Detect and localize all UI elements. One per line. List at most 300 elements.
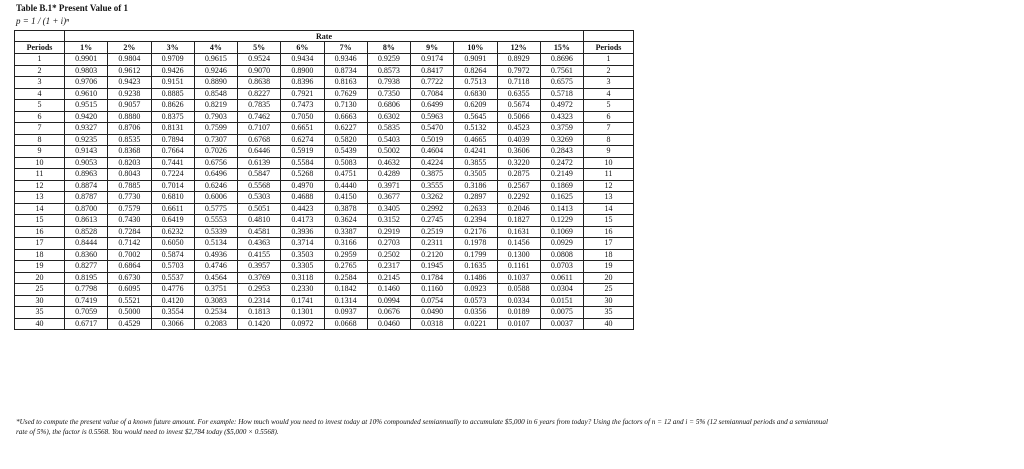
factor-cell: 0.9803 [65,65,108,77]
factor-cell: 0.5847 [238,169,281,181]
factor-cell: 0.0703 [540,261,583,273]
column-header: 2% [108,42,151,54]
factor-cell: 0.9091 [454,54,497,66]
factor-cell: 0.6095 [108,284,151,296]
table-row [15,284,634,296]
factor-cell: 0.6717 [65,318,108,330]
factor-cell: 0.6274 [281,134,324,146]
table-row [15,54,634,66]
period-cell: 11 [15,169,65,181]
factor-cell: 0.7059 [65,307,108,319]
factor-cell: 0.7921 [281,88,324,100]
factor-cell: 0.9259 [367,54,410,66]
factor-cell: 0.1945 [411,261,454,273]
factor-cell: 0.1827 [497,215,540,227]
factor-cell: 0.2046 [497,203,540,215]
factor-cell: 0.0318 [411,318,454,330]
factor-cell: 0.1635 [454,261,497,273]
column-header: 7% [324,42,367,54]
column-header: 8% [367,42,410,54]
factor-cell: 0.6864 [108,261,151,273]
factor-cell: 0.5645 [454,111,497,123]
period-cell: 35 [584,307,634,319]
factor-cell: 0.3166 [324,238,367,250]
factor-cell: 0.2149 [540,169,583,181]
factor-cell: 0.1486 [454,272,497,284]
factor-cell: 0.2953 [238,284,281,296]
factor-cell: 0.5002 [367,146,410,158]
factor-cell: 0.7664 [151,146,194,158]
factor-cell: 0.8613 [65,215,108,227]
period-cell: 13 [15,192,65,204]
period-cell: 14 [15,203,65,215]
factor-cell: 0.5083 [324,157,367,169]
factor-cell: 0.4289 [367,169,410,181]
footnote-line-2: rate of 5%), the factor is 0.5568. You would need to invest $2,784 today ($5,000 × 0.5568). [16,428,279,436]
factor-cell: 0.3751 [194,284,237,296]
factor-cell: 0.5134 [194,238,237,250]
factor-cell: 0.0490 [411,307,454,319]
factor-cell: 0.2567 [497,180,540,192]
factor-cell: 0.0334 [497,295,540,307]
factor-cell: 0.3957 [238,261,281,273]
factor-cell: 0.6209 [454,100,497,112]
factor-cell: 0.4665 [454,134,497,146]
factor-cell: 0.8700 [65,203,108,215]
factor-cell: 0.2330 [281,284,324,296]
factor-cell: 0.4523 [497,123,540,135]
factor-cell: 0.0972 [281,318,324,330]
present-value-table [14,30,634,330]
table-row [15,157,634,169]
factor-cell: 0.0304 [540,284,583,296]
factor-cell: 0.5066 [497,111,540,123]
factor-cell: 0.3186 [454,180,497,192]
factor-cell: 0.7629 [324,88,367,100]
factor-cell: 0.3083 [194,295,237,307]
factor-cell: 0.5537 [151,272,194,284]
table-body [15,54,634,330]
rate-header: Rate [65,31,584,42]
factor-cell: 0.7599 [194,123,237,135]
factor-cell: 0.2502 [367,249,410,261]
factor-cell: 0.2314 [238,295,281,307]
factor-cell: 0.9524 [238,54,281,66]
factor-cell: 0.5000 [108,307,151,319]
factor-cell: 0.1420 [238,318,281,330]
factor-cell: 0.2120 [411,249,454,261]
factor-cell: 0.4581 [238,226,281,238]
factor-cell: 0.9901 [65,54,108,66]
table-title: Table B.1* Present Value of 1 [16,3,129,13]
factor-cell: 0.4688 [281,192,324,204]
factor-cell: 0.7142 [108,238,151,250]
table-row [15,123,634,135]
column-header: 1% [65,42,108,54]
factor-cell: 0.8535 [108,134,151,146]
factor-cell: 0.9434 [281,54,324,66]
column-header: 5% [238,42,281,54]
factor-cell: 0.1160 [411,284,454,296]
factor-cell: 0.3555 [411,180,454,192]
period-cell: 1 [15,54,65,66]
table-row [15,77,634,89]
period-cell: 16 [584,226,634,238]
factor-cell: 0.3971 [367,180,410,192]
factor-cell: 0.9070 [238,65,281,77]
factor-cell: 0.3769 [238,272,281,284]
factor-cell: 0.8375 [151,111,194,123]
factor-cell: 0.4224 [411,157,454,169]
factor-cell: 0.5339 [194,226,237,238]
factor-cell: 0.9426 [151,65,194,77]
factor-cell: 0.3305 [281,261,324,273]
factor-cell: 0.1314 [324,295,367,307]
factor-cell: 0.8195 [65,272,108,284]
factor-cell: 0.8203 [108,157,151,169]
factor-cell: 0.8787 [65,192,108,204]
factor-cell: 0.0929 [540,238,583,250]
factor-cell: 0.0611 [540,272,583,284]
factor-cell: 0.4970 [281,180,324,192]
column-header: 4% [194,42,237,54]
factor-cell: 0.5674 [497,100,540,112]
factor-cell: 0.8696 [540,54,583,66]
period-cell: 10 [584,157,634,169]
factor-cell: 0.5132 [454,123,497,135]
table-formula: p = 1 / (1 + i)ⁿ [16,16,69,26]
factor-cell: 0.6499 [411,100,454,112]
factor-cell: 0.5403 [367,134,410,146]
factor-cell: 0.9420 [65,111,108,123]
factor-cell: 0.1978 [454,238,497,250]
factor-cell: 0.3759 [540,123,583,135]
factor-cell: 0.2703 [367,238,410,250]
table-row [15,295,634,307]
factor-cell: 0.2919 [367,226,410,238]
factor-cell: 0.7350 [367,88,410,100]
factor-cell: 0.5051 [238,203,281,215]
factor-cell: 0.0923 [454,284,497,296]
factor-cell: 0.5584 [281,157,324,169]
factor-cell: 0.4039 [497,134,540,146]
column-header: 9% [411,42,454,54]
factor-cell: 0.8360 [65,249,108,261]
factor-cell: 0.0808 [540,249,583,261]
factor-cell: 0.4632 [367,157,410,169]
factor-cell: 0.2292 [497,192,540,204]
rate-spacer-right [584,31,634,42]
factor-cell: 0.8638 [238,77,281,89]
factor-cell: 0.5775 [194,203,237,215]
factor-cell: 0.1784 [411,272,454,284]
factor-cell: 0.7107 [238,123,281,135]
factor-cell: 0.7224 [151,169,194,181]
period-cell: 9 [584,146,634,158]
factor-cell: 0.3066 [151,318,194,330]
factor-cell: 0.7579 [108,203,151,215]
factor-cell: 0.8929 [497,54,540,66]
factor-cell: 0.4241 [454,146,497,158]
factor-cell: 0.4150 [324,192,367,204]
factor-cell: 0.3262 [411,192,454,204]
factor-cell: 0.0668 [324,318,367,330]
factor-cell: 0.2959 [324,249,367,261]
factor-cell: 0.6496 [194,169,237,181]
factor-cell: 0.8734 [324,65,367,77]
factor-cell: 0.7084 [411,88,454,100]
factor-cell: 0.3118 [281,272,324,284]
period-cell: 25 [584,284,634,296]
factor-cell: 0.4564 [194,272,237,284]
period-cell: 4 [15,88,65,100]
factor-cell: 0.7894 [151,134,194,146]
factor-cell: 0.0676 [367,307,410,319]
factor-cell: 0.3677 [367,192,410,204]
factor-cell: 0.4810 [238,215,281,227]
factor-cell: 0.2765 [324,261,367,273]
table-row [15,134,634,146]
period-cell: 1 [584,54,634,66]
factor-cell: 0.7730 [108,192,151,204]
factor-cell: 0.8900 [281,65,324,77]
factor-cell: 0.4363 [238,238,281,250]
factor-cell: 0.6355 [497,88,540,100]
factor-cell: 0.7722 [411,77,454,89]
factor-cell: 0.1869 [540,180,583,192]
period-cell: 15 [584,215,634,227]
factor-cell: 0.5019 [411,134,454,146]
factor-cell: 0.1813 [238,307,281,319]
factor-cell: 0.5553 [194,215,237,227]
factor-cell: 0.1301 [281,307,324,319]
factor-cell: 0.8131 [151,123,194,135]
factor-cell: 0.3936 [281,226,324,238]
factor-cell: 0.5568 [238,180,281,192]
factor-cell: 0.7307 [194,134,237,146]
factor-cell: 0.4155 [238,249,281,261]
factor-cell: 0.0356 [454,307,497,319]
footnote-line-1: *Used to compute the present value of a known future amount. For example: How much would you need to invest today at 10% compounded semiannually to accumulate $5,000 in 6 years from today? Using the factors of n = 12 and i = 5% (12 semiannual periods and a semiannual [16,418,828,426]
period-cell: 15 [15,215,65,227]
factor-cell: 0.7972 [497,65,540,77]
factor-cell: 0.9246 [194,65,237,77]
factor-cell: 0.0075 [540,307,583,319]
factor-cell: 0.4323 [540,111,583,123]
factor-cell: 0.9327 [65,123,108,135]
factor-cell: 0.0994 [367,295,410,307]
factor-cell: 0.9706 [65,77,108,89]
table-row [15,88,634,100]
factor-cell: 0.6227 [324,123,367,135]
rate-spacer-left [15,31,65,42]
factor-cell: 0.1741 [281,295,324,307]
factor-cell: 0.7903 [194,111,237,123]
column-header: Periods [15,42,65,54]
factor-cell: 0.1460 [367,284,410,296]
factor-cell: 0.4746 [194,261,237,273]
factor-cell: 0.5963 [411,111,454,123]
period-cell: 18 [584,249,634,261]
period-cell: 20 [15,272,65,284]
factor-cell: 0.8368 [108,146,151,158]
period-cell: 11 [584,169,634,181]
table-row [15,261,634,273]
table-row [15,65,634,77]
factor-cell: 0.9057 [108,100,151,112]
factor-cell: 0.9143 [65,146,108,158]
factor-cell: 0.9709 [151,54,194,66]
period-cell: 4 [584,88,634,100]
factor-cell: 0.1300 [497,249,540,261]
factor-cell: 0.1161 [497,261,540,273]
factor-cell: 0.2745 [411,215,454,227]
factor-cell: 0.0573 [454,295,497,307]
table-row [15,169,634,181]
factor-cell: 0.5521 [108,295,151,307]
period-cell: 17 [584,238,634,250]
factor-cell: 0.1799 [454,249,497,261]
factor-cell: 0.8396 [281,77,324,89]
factor-cell: 0.8885 [151,88,194,100]
factor-cell: 0.9053 [65,157,108,169]
factor-cell: 0.6139 [238,157,281,169]
factor-cell: 0.6446 [238,146,281,158]
factor-cell: 0.5439 [324,146,367,158]
factor-cell: 0.6302 [367,111,410,123]
factor-cell: 0.3875 [411,169,454,181]
table-row [15,203,634,215]
factor-cell: 0.5835 [367,123,410,135]
factor-cell: 0.5703 [151,261,194,273]
factor-cell: 0.9151 [151,77,194,89]
factor-cell: 0.7938 [367,77,410,89]
period-cell: 5 [584,100,634,112]
factor-cell: 0.9610 [65,88,108,100]
factor-cell: 0.2992 [411,203,454,215]
period-cell: 40 [15,318,65,330]
factor-cell: 0.3624 [324,215,367,227]
period-cell: 19 [15,261,65,273]
factor-cell: 0.8219 [194,100,237,112]
table-row [15,238,634,250]
factor-cell: 0.9804 [108,54,151,66]
period-cell: 12 [15,180,65,192]
factor-cell: 0.2083 [194,318,237,330]
column-header: 10% [454,42,497,54]
table-row [15,272,634,284]
factor-cell: 0.7002 [108,249,151,261]
period-cell: 5 [15,100,65,112]
period-cell: 6 [584,111,634,123]
factor-cell: 0.4529 [108,318,151,330]
factor-cell: 0.4936 [194,249,237,261]
period-cell: 8 [584,134,634,146]
period-cell: 13 [584,192,634,204]
period-cell: 3 [584,77,634,89]
factor-cell: 0.2584 [324,272,367,284]
factor-cell: 0.7430 [108,215,151,227]
table-row [15,111,634,123]
factor-cell: 0.9423 [108,77,151,89]
factor-cell: 0.6810 [151,192,194,204]
factor-cell: 0.0588 [497,284,540,296]
factor-cell: 0.4604 [411,146,454,158]
period-cell: 20 [584,272,634,284]
factor-cell: 0.9612 [108,65,151,77]
period-cell: 17 [15,238,65,250]
factor-cell: 0.1631 [497,226,540,238]
factor-cell: 0.7284 [108,226,151,238]
factor-cell: 0.2875 [497,169,540,181]
factor-cell: 0.2897 [454,192,497,204]
factor-cell: 0.9174 [411,54,454,66]
table-row [15,146,634,158]
period-cell: 3 [15,77,65,89]
factor-cell: 0.8444 [65,238,108,250]
factor-cell: 0.3152 [367,215,410,227]
factor-cell: 0.1413 [540,203,583,215]
factor-cell: 0.9238 [108,88,151,100]
factor-cell: 0.4751 [324,169,367,181]
factor-cell: 0.4423 [281,203,324,215]
period-cell: 2 [584,65,634,77]
factor-cell: 0.3220 [497,157,540,169]
factor-cell: 0.7419 [65,295,108,307]
factor-cell: 0.6730 [108,272,151,284]
factor-cell: 0.5820 [324,134,367,146]
factor-cell: 0.3503 [281,249,324,261]
factor-cell: 0.4440 [324,180,367,192]
factor-cell: 0.3405 [367,203,410,215]
period-cell: 7 [584,123,634,135]
factor-cell: 0.7473 [281,100,324,112]
factor-cell: 0.1069 [540,226,583,238]
column-header: 12% [497,42,540,54]
period-cell: 30 [584,295,634,307]
period-cell: 18 [15,249,65,261]
table-row [15,226,634,238]
factor-cell: 0.3714 [281,238,324,250]
factor-cell: 0.8890 [194,77,237,89]
factor-cell: 0.2843 [540,146,583,158]
table-row [15,249,634,261]
factor-cell: 0.8573 [367,65,410,77]
table-row [15,100,634,112]
period-cell: 12 [584,180,634,192]
factor-cell: 0.3855 [454,157,497,169]
period-cell: 19 [584,261,634,273]
factor-cell: 0.6006 [194,192,237,204]
footnote [16,417,1016,437]
factor-cell: 0.8528 [65,226,108,238]
factor-cell: 0.2633 [454,203,497,215]
factor-cell: 0.8264 [454,65,497,77]
column-header: Periods [584,42,634,54]
factor-cell: 0.6575 [540,77,583,89]
period-cell: 9 [15,146,65,158]
table-row [15,215,634,227]
factor-cell: 0.5874 [151,249,194,261]
factor-cell: 0.1625 [540,192,583,204]
factor-cell: 0.6830 [454,88,497,100]
factor-cell: 0.6050 [151,238,194,250]
factor-cell: 0.7798 [65,284,108,296]
period-cell: 25 [15,284,65,296]
factor-cell: 0.2311 [411,238,454,250]
factor-cell: 0.1456 [497,238,540,250]
factor-cell: 0.3387 [324,226,367,238]
